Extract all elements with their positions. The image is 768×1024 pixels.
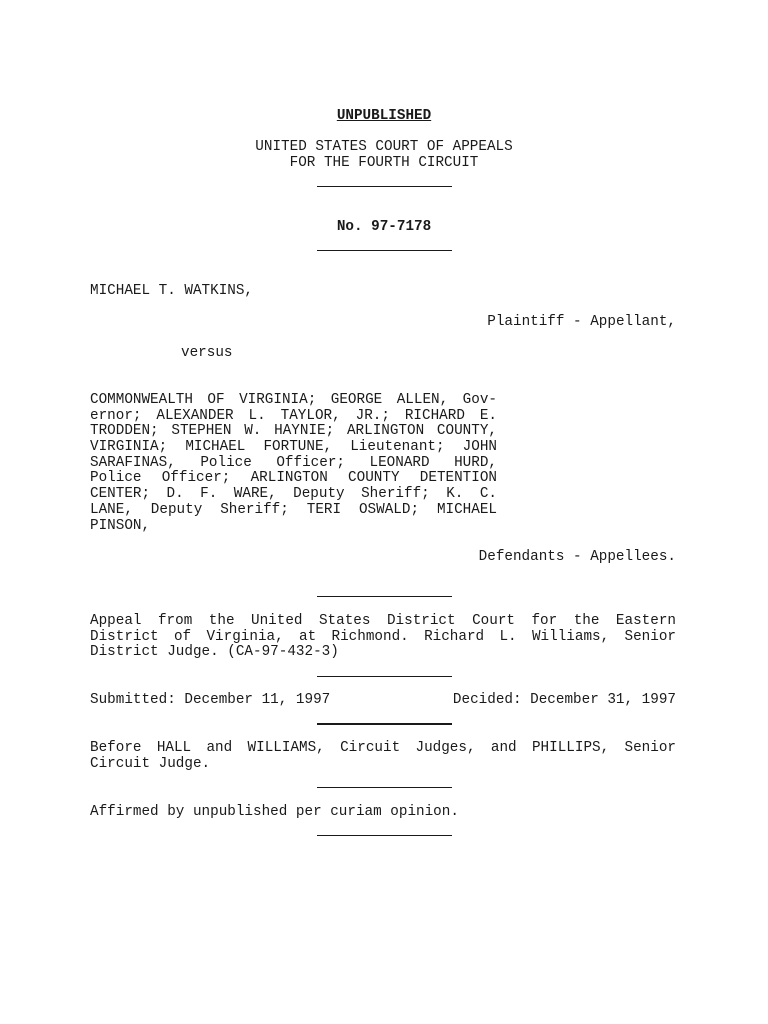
defendants-line: LANE, Deputy Sheriff; TERI OSWALD; MICHAEL	[90, 501, 497, 518]
appeal-paragraph	[90, 614, 676, 661]
court-name-line1: UNITED STATES COURT OF APPEALS	[255, 139, 513, 155]
panel-paragraph	[90, 741, 676, 772]
plaintiff-name: MICHAEL T. WATKINS,	[90, 283, 254, 299]
panel-line: Circuit Judge.	[90, 755, 211, 772]
appeal-line: District of Virginia, at Richmond. Richard L. Williams, Senior	[90, 628, 676, 645]
divider-rule	[317, 723, 452, 725]
unpublished-heading: UNPUBLISHED	[336, 108, 432, 124]
defendants-line: CENTER; D. F. WARE, Deputy Sheriff; K. C.	[90, 486, 497, 503]
divider-rule	[317, 787, 452, 788]
divider-rule	[317, 835, 452, 836]
court-name-line2: FOR THE FOURTH CIRCUIT	[289, 155, 479, 171]
divider-rule	[317, 250, 452, 251]
divider-rule	[317, 186, 452, 187]
defendants-line: PINSON,	[90, 517, 151, 534]
appeal-line: District Judge. (CA-97-432-3)	[90, 644, 339, 661]
divider-rule	[317, 596, 452, 597]
disposition-text: Affirmed by unpublished per curiam opinion.	[90, 804, 459, 820]
defendants-line: TRODDEN; STEPHEN W. HAYNIE; ARLINGTON COUNTY,	[90, 423, 497, 440]
appeal-line: Appeal from the United States District Court for the Eastern	[90, 613, 676, 629]
defendants-line: SARAFINAS, Police Officer; LEONARD HURD,	[90, 454, 497, 471]
defendants-line: VIRGINIA; MICHAEL FORTUNE, Lieutenant; JOHN	[90, 439, 497, 456]
decided-date: Decided: December 31, 1997	[452, 692, 676, 708]
defendants-list	[90, 393, 497, 534]
divider-rule	[317, 676, 452, 677]
defendants-role: Defendants - Appellees.	[478, 549, 676, 565]
versus-label: versus	[181, 345, 233, 361]
defendants-line: Police Officer; ARLINGTON COUNTY DETENTION	[90, 470, 497, 487]
defendants-line: COMMONWEALTH OF VIRGINIA; GEORGE ALLEN, Gov-	[90, 392, 497, 408]
submitted-date: Submitted: December 11, 1997	[90, 692, 331, 708]
case-number: No. 97-7178	[336, 219, 432, 235]
plaintiff-role: Plaintiff - Appellant,	[487, 314, 676, 330]
defendants-line: ernor; ALEXANDER L. TAYLOR, JR.; RICHARD E.	[90, 407, 497, 424]
panel-line: Before HALL and WILLIAMS, Circuit Judges, and PHILLIPS, Senior	[90, 740, 676, 756]
